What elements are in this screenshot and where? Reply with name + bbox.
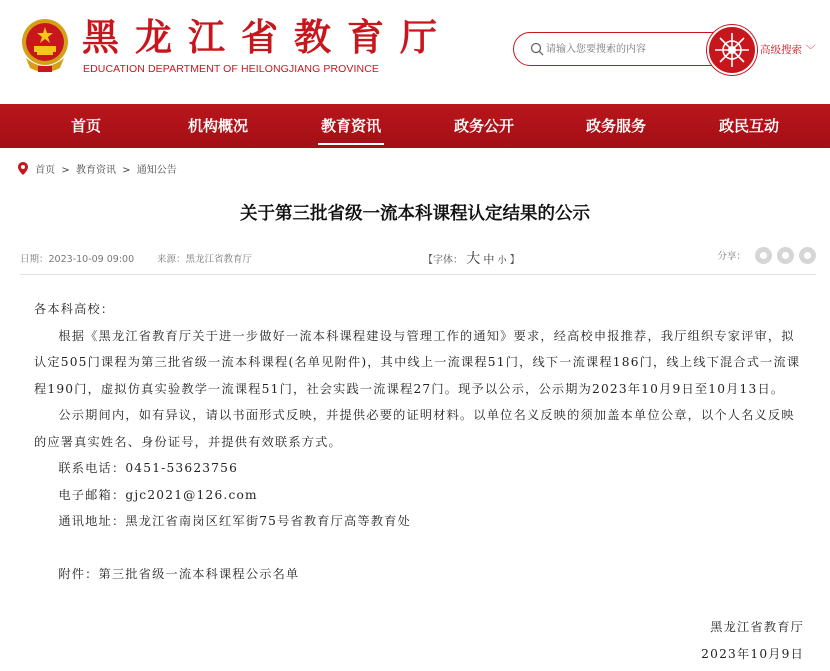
search-icon: [530, 42, 544, 56]
font-size-label-open: 【字体：: [423, 255, 463, 266]
nav-item-government-affairs[interactable]: 政务公开: [453, 117, 514, 135]
breadcrumb-home[interactable]: 首页: [35, 165, 56, 176]
contact-address: 通讯地址：黑龙江省南岗区红军街75号省教育厅高等教育处: [58, 514, 411, 528]
nav-item-home[interactable]: 首页: [70, 117, 101, 135]
contact-email[interactable]: 电子邮箱：gjc2021@126.com: [58, 487, 258, 502]
breadcrumb-education-news[interactable]: 教育资讯: [75, 165, 116, 176]
wechat-share-icon[interactable]: [777, 247, 794, 264]
nav-item-education-news[interactable]: 教育资讯: [296, 104, 406, 148]
font-size-label-close: 】: [509, 255, 520, 266]
paragraph-1: 根据《黑龙江省教育厅关于进一步做好一流本科课程建设与管理工作的通知》要求，经高校申报推荐，我厅组织专家评审，拟认定505门课程为第三批省级一流本科课程(名单见附件)，其中线上一流课程51门，线下一流课程186门，线上线下混合式一流课程190门，虚拟仿真实验教学一流课程51门，社会实践一流课程27门。现予以公示，公示期为2023年10月9日至10月13日。: [34, 328, 801, 396]
nav-item-government-services[interactable]: 政务服务: [585, 117, 646, 135]
site-title[interactable]: 黑龙江省教育厅: [82, 15, 453, 59]
font-size-large-button[interactable]: 大: [466, 251, 481, 267]
nav-item-organization[interactable]: 机构概况: [187, 117, 248, 135]
breadcrumb-notices[interactable]: 通知公告: [136, 165, 177, 176]
advanced-search-link[interactable]: 高级搜索 ﹀: [760, 44, 816, 56]
weibo-share-icon[interactable]: [755, 247, 772, 264]
breadcrumb: [18, 161, 180, 176]
breadcrumb-separator: >: [122, 165, 131, 176]
article-body: [34, 296, 804, 667]
greeting: 各本科高校：: [34, 302, 115, 316]
location-pin-icon: [18, 162, 28, 175]
font-size-small-button[interactable]: 小: [497, 256, 507, 266]
search-input[interactable]: [546, 39, 696, 59]
share-label: 分享：: [717, 251, 746, 262]
meta-divider: [20, 274, 816, 275]
signoff-date: 2023年10月9日: [701, 646, 804, 661]
breadcrumb-separator: >: [61, 165, 70, 176]
national-emblem-icon[interactable]: [20, 18, 70, 76]
article-title: 关于第三批省级一流本科课程认定结果的公示: [240, 204, 590, 224]
spacer: [34, 588, 804, 615]
paragraph-2: 公示期间内，如有异议，请以书面形式反映，并提供必要的证明材料。以单位名义反映的须加盖本单位公章，以个人名义反映的应署真实姓名、身份证号，并提供有效联系方式。: [34, 408, 795, 449]
spacer: [34, 535, 804, 562]
qq-share-icon[interactable]: [799, 247, 816, 264]
search-button[interactable]: [707, 25, 757, 75]
contact-phone: 联系电话：0451-53623756: [58, 461, 239, 475]
article-meta: [20, 248, 816, 270]
signoff-organization: 黑龙江省教育厅: [710, 620, 804, 634]
main-nav: [0, 104, 830, 148]
article-source: 来源：黑龙江省教育厅: [157, 254, 253, 265]
attachment-link[interactable]: 附件：第三批省级一流本科课程公示名单: [58, 567, 300, 581]
publish-date: 日期：2023-10-09 09:00: [20, 254, 135, 265]
share-bar: [717, 247, 816, 267]
font-size-medium-button[interactable]: 中: [483, 253, 495, 266]
font-size-controls: [423, 248, 520, 268]
nav-item-interaction[interactable]: 政民互动: [718, 117, 779, 135]
site-header: [0, 0, 830, 104]
site-subtitle: EDUCATION DEPARTMENT OF HEILONGJIANG PROVINCE: [83, 63, 380, 75]
